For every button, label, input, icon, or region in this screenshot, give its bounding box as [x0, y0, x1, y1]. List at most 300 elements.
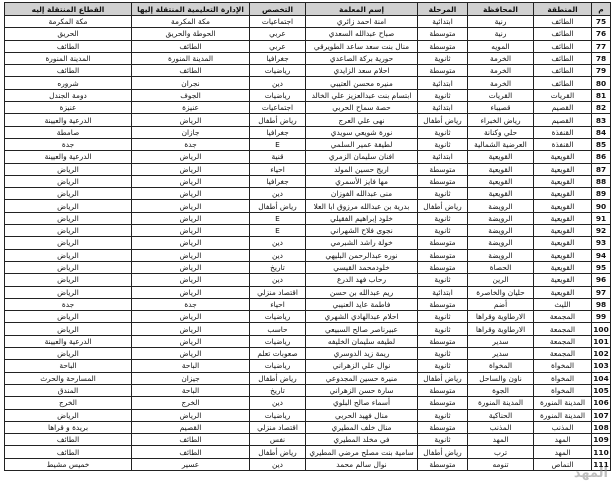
transfer-table — [4, 2, 611, 471]
row-number-cell: 80 — [592, 77, 611, 89]
table-row — [5, 434, 611, 446]
table-cell: الخرمة — [468, 77, 534, 89]
table-cell: حاسب — [250, 323, 306, 335]
table-cell: رياض أطفال — [418, 114, 468, 126]
table-cell: المذنب — [468, 421, 534, 433]
table-cell: تاريخ — [250, 384, 306, 396]
table-cell: جيزان — [132, 372, 250, 384]
table-cell: الخرج — [5, 397, 132, 409]
table-cell: الخرمة — [468, 65, 534, 77]
table-row — [5, 89, 611, 101]
table-cell: المخواة — [534, 384, 592, 396]
table-cell: الرياض — [132, 274, 250, 286]
table-cell: رنية — [468, 28, 534, 40]
table-cell: الرياض — [132, 249, 250, 261]
table-cell: المجمعة — [534, 348, 592, 360]
table-cell: سدير — [468, 348, 534, 360]
row-number-cell: 111 — [593, 459, 609, 469]
table-cell: الجوة — [468, 384, 534, 396]
row-number-cell: 103 — [593, 361, 609, 371]
table-cell: في مخلد المطيري — [306, 434, 418, 446]
table-cell: تنومه — [468, 458, 534, 470]
table-row — [5, 458, 611, 470]
table-cell: الرياض — [5, 163, 132, 175]
row-number-cell: 101 — [593, 336, 609, 346]
table-cell: ابتدائية — [418, 102, 468, 114]
row-number-cell: 81 — [592, 89, 611, 101]
table-cell: متوسطة — [418, 397, 468, 409]
table-row — [5, 126, 611, 138]
table-cell: اريج حسين المولد — [306, 163, 418, 175]
table-cell: الباحة — [132, 384, 250, 396]
row-number-cell: 93 — [592, 237, 611, 249]
table-cell: الرياض — [132, 114, 250, 126]
table-row — [5, 188, 611, 200]
table-cell: الباحة — [5, 360, 132, 372]
table-cell: نورة شويعي سويدي — [306, 126, 418, 138]
table-cell: رنية — [468, 16, 534, 28]
table-cell: المخواة — [534, 360, 592, 372]
row-number-cell: 104 — [593, 373, 609, 383]
table-cell: الرياض — [5, 274, 132, 286]
table-cell: خميس مشيط — [5, 458, 132, 470]
row-number-cell: 102 — [593, 349, 609, 359]
table-cell: E — [250, 212, 306, 224]
table-cell: الرياض — [5, 175, 132, 187]
table-cell: متوسطة — [418, 249, 468, 261]
table-cell: سارة حسن الزهراني — [306, 384, 418, 396]
table-cell: النماص — [534, 458, 592, 470]
table-cell: المخواة — [468, 360, 534, 372]
table-cell: الارطاوية وقراها — [468, 323, 534, 335]
header-row — [5, 3, 611, 16]
table-cell: عربي — [250, 40, 306, 52]
table-row — [5, 163, 611, 175]
table-cell: رياض أطفال — [250, 114, 306, 126]
row-number-cell: 88 — [592, 175, 611, 187]
row-number-cell: 87 — [592, 163, 611, 175]
table-cell: الدرعية والعيينة — [5, 114, 132, 126]
row-number-cell: 96 — [592, 274, 611, 286]
table-cell: رياضيات — [250, 360, 306, 372]
table-cell: الرياض — [132, 200, 250, 212]
table-cell: دين — [250, 397, 306, 409]
table-row — [5, 397, 611, 409]
table-cell: الطائف — [5, 65, 132, 77]
table-cell: رياضيات — [250, 409, 306, 421]
table-cell: رياض أطفال — [418, 446, 468, 458]
table-row — [5, 225, 611, 237]
row-number-cell: 77 — [592, 40, 611, 52]
row-number-cell: 110 — [593, 447, 609, 457]
table-row — [5, 421, 611, 433]
table-cell: الرياض — [132, 212, 250, 224]
table-cell: عبيرناصر صالح السبيعي — [306, 323, 418, 335]
column-header: إسم المعلمة — [306, 3, 418, 16]
table-cell: القنفذة — [534, 126, 592, 138]
table-cell: الرياض — [132, 311, 250, 323]
table-cell: دين — [250, 237, 306, 249]
table-cell: الرياض — [5, 261, 132, 273]
table-row — [5, 274, 611, 286]
table-cell: E — [250, 225, 306, 237]
table-cell: حلي وكنانة — [468, 126, 534, 138]
table-cell: ثانوية — [418, 212, 468, 224]
column-header: المحافظة — [468, 3, 534, 16]
table-cell: الرياض — [5, 237, 132, 249]
table-cell: القويعية — [534, 237, 592, 249]
table-cell: امنة احمد زائري — [306, 16, 418, 28]
table-cell: متوسطة — [418, 175, 468, 187]
table-cell: الطائف — [132, 446, 250, 458]
table-cell: الباحة — [132, 360, 250, 372]
table-row — [5, 384, 611, 396]
table-cell: ثانوية — [418, 360, 468, 372]
table-cell: الرياض — [132, 175, 250, 187]
table-cell: الرياض — [132, 163, 250, 175]
table-cell: الرياض — [5, 348, 132, 360]
row-number-cell: 99 — [592, 311, 611, 323]
table-cell: عربي — [250, 28, 306, 40]
table-cell: الرياض — [5, 323, 132, 335]
table-cell: رياضيات — [250, 89, 306, 101]
table-cell: الحصاة — [468, 261, 534, 273]
table-cell: رياض أطفال — [418, 372, 468, 384]
table-cell: الطائف — [534, 52, 592, 64]
table-cell: رياض أطفال — [250, 446, 306, 458]
table-cell: رياضيات — [250, 311, 306, 323]
table-cell: رياض أطفال — [250, 372, 306, 384]
table-cell: رياضيات — [250, 65, 306, 77]
table-cell: عنيزة — [5, 102, 132, 114]
table-cell: المهد — [534, 446, 592, 458]
table-cell: نوال علي الزهراني — [306, 360, 418, 372]
table-row — [5, 28, 611, 40]
table-row — [5, 200, 611, 212]
table-cell: اقتصاد منزلي — [250, 286, 306, 298]
table-cell: خلودمحمد القيسي — [306, 261, 418, 273]
row-number-cell: 82 — [592, 102, 611, 114]
row-number-cell: 106 — [593, 398, 609, 408]
table-cell: المندق — [5, 384, 132, 396]
table-cell: تاريخ — [250, 261, 306, 273]
table-cell: منيرة حسين المجدوعي — [306, 372, 418, 384]
table-cell: متوسطة — [418, 261, 468, 273]
table-cell: القصيم — [132, 421, 250, 433]
row-number-cell: 107 — [593, 410, 609, 420]
table-row — [5, 323, 611, 335]
table-cell: نجوى فلاح الشهراني — [306, 225, 418, 237]
table-cell: دين — [250, 274, 306, 286]
table-cell: منال بنت سعد ساعد الطويرقي — [306, 40, 418, 52]
table-cell: جدة — [132, 138, 250, 150]
table-cell: خلود إبراهيم الفقيلي — [306, 212, 418, 224]
table-cell: ثانوية — [418, 323, 468, 335]
table-cell: بدرية بن عبدالله مرزوق ابا العلا — [306, 200, 418, 212]
table-cell: الرياض — [132, 151, 250, 163]
table-cell: الحوطة والحريق — [132, 28, 250, 40]
table-row — [5, 409, 611, 421]
table-cell: الرياض — [132, 348, 250, 360]
table-cell: E — [250, 138, 306, 150]
table-header — [5, 3, 611, 16]
table-cell: القويعية — [534, 212, 592, 224]
table-cell: المجمعة — [534, 335, 592, 347]
table-cell: رياض الخبراء — [468, 114, 534, 126]
table-cell: ثانوية — [418, 434, 468, 446]
table-cell: الرين — [468, 274, 534, 286]
table-cell: ريم عبدالله بن حسن — [306, 286, 418, 298]
table-cell: قنية — [250, 151, 306, 163]
row-number-cell: 94 — [592, 249, 611, 261]
table-cell: المهد — [534, 434, 592, 446]
table-cell: القويعية — [534, 274, 592, 286]
row-number-cell: 85 — [592, 138, 611, 150]
table-cell: جدة — [5, 138, 132, 150]
table-cell: مكة المكرمة — [132, 16, 250, 28]
column-header: المرحلة — [418, 3, 468, 16]
table-cell: القويعية — [534, 151, 592, 163]
table-cell: حليان والخاصرة — [468, 286, 534, 298]
table-cell: الرياض — [132, 335, 250, 347]
table-cell: أضم — [468, 298, 534, 310]
table-cell: الرياض — [132, 323, 250, 335]
table-cell: القويعية — [534, 200, 592, 212]
table-cell: المدينة المنورة — [5, 52, 132, 64]
row-number-cell: 75 — [592, 16, 611, 28]
table-cell: حورية بركة الصاعدي — [306, 52, 418, 64]
table-cell: الطائف — [5, 40, 132, 52]
table-cell: متوسطة — [418, 65, 468, 77]
table-cell: الرياض — [5, 409, 132, 421]
table-cell: جدة — [132, 298, 250, 310]
table-cell: اقتصاد منزلي — [250, 421, 306, 433]
table-cell: نفس — [250, 434, 306, 446]
table-cell: متوسطة — [418, 335, 468, 347]
table-cell: الطائف — [534, 65, 592, 77]
table-row — [5, 40, 611, 52]
table-cell: القريات — [468, 89, 534, 101]
table-cell: متوسطة — [418, 298, 468, 310]
table-cell: القويعية — [534, 188, 592, 200]
table-cell: عنيزة — [132, 102, 250, 114]
table-cell: المدينة المنورة — [468, 397, 534, 409]
table-cell: منيره محسن العتيبي — [306, 77, 418, 89]
table-row — [5, 237, 611, 249]
table-cell: دين — [250, 458, 306, 470]
table-cell: الرويضة — [468, 249, 534, 261]
table-cell: القويعية — [534, 286, 592, 298]
table-cell: القويعية — [468, 175, 534, 187]
table-cell: ثانوية — [418, 126, 468, 138]
row-number-cell: 95 — [592, 261, 611, 273]
row-number-cell: 98 — [592, 298, 611, 310]
table-cell: القويعية — [534, 163, 592, 175]
table-cell: متوسطة — [418, 163, 468, 175]
table-cell: الرياض — [5, 188, 132, 200]
table-cell: متوسطة — [418, 458, 468, 470]
table-cell: الطائف — [534, 40, 592, 52]
table-cell: القريات — [534, 89, 592, 101]
table-cell: القويعية — [534, 175, 592, 187]
row-number-cell: 84 — [592, 126, 611, 138]
row-number-cell: 105 — [593, 386, 609, 396]
table-cell: القصيم — [534, 114, 592, 126]
table-cell: ثانوية — [418, 89, 468, 101]
table-cell: نجران — [132, 77, 250, 89]
column-header: القطاع المنتقلة إليه — [5, 3, 132, 16]
row-number-cell: 97 — [592, 286, 611, 298]
table-cell: ثانوية — [418, 409, 468, 421]
table-cell: المويه — [468, 40, 534, 52]
table-cell: ابتدائية — [418, 77, 468, 89]
table-row — [5, 175, 611, 187]
table-cell: القويعية — [534, 249, 592, 261]
table-cell: ريمة زيد الدوسري — [306, 348, 418, 360]
table-row — [5, 52, 611, 64]
table-cell: الرياض — [132, 237, 250, 249]
table-cell: صباح عبدالله السعدي — [306, 28, 418, 40]
table-cell: سدير — [468, 335, 534, 347]
table-cell: لطيفه سليمان الخليفه — [306, 335, 418, 347]
row-number-cell: 91 — [592, 212, 611, 224]
table-cell: جدة — [5, 298, 132, 310]
table-row — [5, 65, 611, 77]
table-row — [5, 446, 611, 458]
table-cell: الرياض — [5, 286, 132, 298]
table-cell: ابتسام بنت عبدالعزيز علي الخالد — [306, 89, 418, 101]
table-cell: القنفذة — [534, 138, 592, 150]
table-body — [5, 16, 611, 471]
table-cell: المهد — [468, 434, 534, 446]
table-cell: الرويضة — [468, 212, 534, 224]
table-cell: منال فهيد الحربي — [306, 409, 418, 421]
column-header: م — [592, 3, 611, 16]
table-cell: جغرافيا — [250, 175, 306, 187]
table-row — [5, 16, 611, 28]
table-cell: ابتدائية — [418, 16, 468, 28]
table-cell: الرياض — [132, 261, 250, 273]
table-row — [5, 372, 611, 384]
table-cell: ثانوية — [418, 274, 468, 286]
table-cell: دين — [250, 188, 306, 200]
table-cell: رياض أطفال — [418, 200, 468, 212]
table-cell: الرياض — [132, 225, 250, 237]
table-cell: المسارحة والحرث — [5, 372, 132, 384]
table-cell: نهى علي العرج — [306, 114, 418, 126]
table-cell: الطائف — [132, 434, 250, 446]
table-cell: اجتماعيات — [250, 102, 306, 114]
table-cell: الرويضة — [468, 200, 534, 212]
column-header: التخصص — [250, 3, 306, 16]
row-number-cell: 79 — [592, 65, 611, 77]
table-cell: جغرافيا — [250, 126, 306, 138]
table-cell: فاطمة عايد العنيبي — [306, 298, 418, 310]
table-cell: ناون والساحل — [468, 372, 534, 384]
table-cell: مها فايز الأسمري — [306, 175, 418, 187]
table-cell: بريدة و قراها — [5, 421, 132, 433]
table-cell: الخرمة — [468, 52, 534, 64]
table-cell: الرياض — [132, 409, 250, 421]
table-cell: ثانوية — [418, 311, 468, 323]
table-cell: الطائف — [534, 28, 592, 40]
table-cell: دين — [250, 249, 306, 261]
table-cell: صامطة — [5, 126, 132, 138]
table-cell: مكة المكرمة — [5, 16, 132, 28]
table-cell: اجتماعيات — [250, 16, 306, 28]
table-cell: قصيباء — [468, 102, 534, 114]
table-cell: القصيم — [534, 102, 592, 114]
table-row — [5, 298, 611, 310]
row-number-cell: 78 — [592, 52, 611, 64]
watermark-logo: المهد — [573, 466, 608, 481]
table-cell: الرياض — [132, 286, 250, 298]
table-cell: القويعية — [468, 151, 534, 163]
table-cell: الرياض — [5, 249, 132, 261]
table-cell: المجمعة — [534, 323, 592, 335]
table-cell: افنان سليمان الزمري — [306, 151, 418, 163]
table-cell: منى عبدالله الفوزان — [306, 188, 418, 200]
table-cell: جازان — [132, 126, 250, 138]
table-cell: دومة الجندل — [5, 89, 132, 101]
table-row — [5, 348, 611, 360]
row-number-cell: 92 — [592, 225, 611, 237]
table-cell: العرضية الشمالية — [468, 138, 534, 150]
table-cell: القويعية — [468, 163, 534, 175]
table-row — [5, 212, 611, 224]
table-cell: نوره عبدالرحمن البليهي — [306, 249, 418, 261]
table-cell: دين — [250, 77, 306, 89]
table-row — [5, 249, 611, 261]
row-number-cell: 108 — [593, 422, 609, 432]
row-number-cell: 100 — [593, 324, 609, 334]
row-number-cell: 90 — [592, 200, 611, 212]
table-cell: الرياض — [5, 225, 132, 237]
table-cell: ثانوية — [418, 348, 468, 360]
row-number-cell: 89 — [592, 188, 611, 200]
table-row — [5, 286, 611, 298]
table-cell: ابتدائية — [418, 286, 468, 298]
table-row — [5, 102, 611, 114]
table-cell: منال خلف المطيري — [306, 421, 418, 433]
table-cell: الطائف — [132, 65, 250, 77]
table-cell: الرياض — [5, 311, 132, 323]
table-cell: المذنب — [534, 421, 592, 433]
table-cell: نوال سالم محمد — [306, 458, 418, 470]
table-cell: الطائف — [534, 16, 592, 28]
table-cell: المخواة — [534, 372, 592, 384]
table-row — [5, 138, 611, 150]
table-cell: حصة سماح الحربي — [306, 102, 418, 114]
column-header: الإدارة التعليمية المنتقلة إليها — [132, 3, 250, 16]
table-cell: الحريق — [5, 28, 132, 40]
table-row — [5, 311, 611, 323]
table-cell: ثانوية — [418, 188, 468, 200]
table-row — [5, 151, 611, 163]
table-cell: صعوبات تعلم — [250, 348, 306, 360]
table-cell: الرويضة — [468, 225, 534, 237]
table-cell: الرياض — [132, 188, 250, 200]
table-cell: احياء — [250, 163, 306, 175]
table-cell: الطائف — [534, 77, 592, 89]
table-cell: المدينة المنورة — [534, 409, 592, 421]
table-cell: الطائف — [132, 40, 250, 52]
table-cell: الدرعية والعيينة — [5, 151, 132, 163]
table-cell: المدينة المنورة — [534, 397, 592, 409]
table-cell: لطيفة عمير السلمي — [306, 138, 418, 150]
table-cell: رحاب فهد الدرع — [306, 274, 418, 286]
table-cell: الطائف — [5, 446, 132, 458]
